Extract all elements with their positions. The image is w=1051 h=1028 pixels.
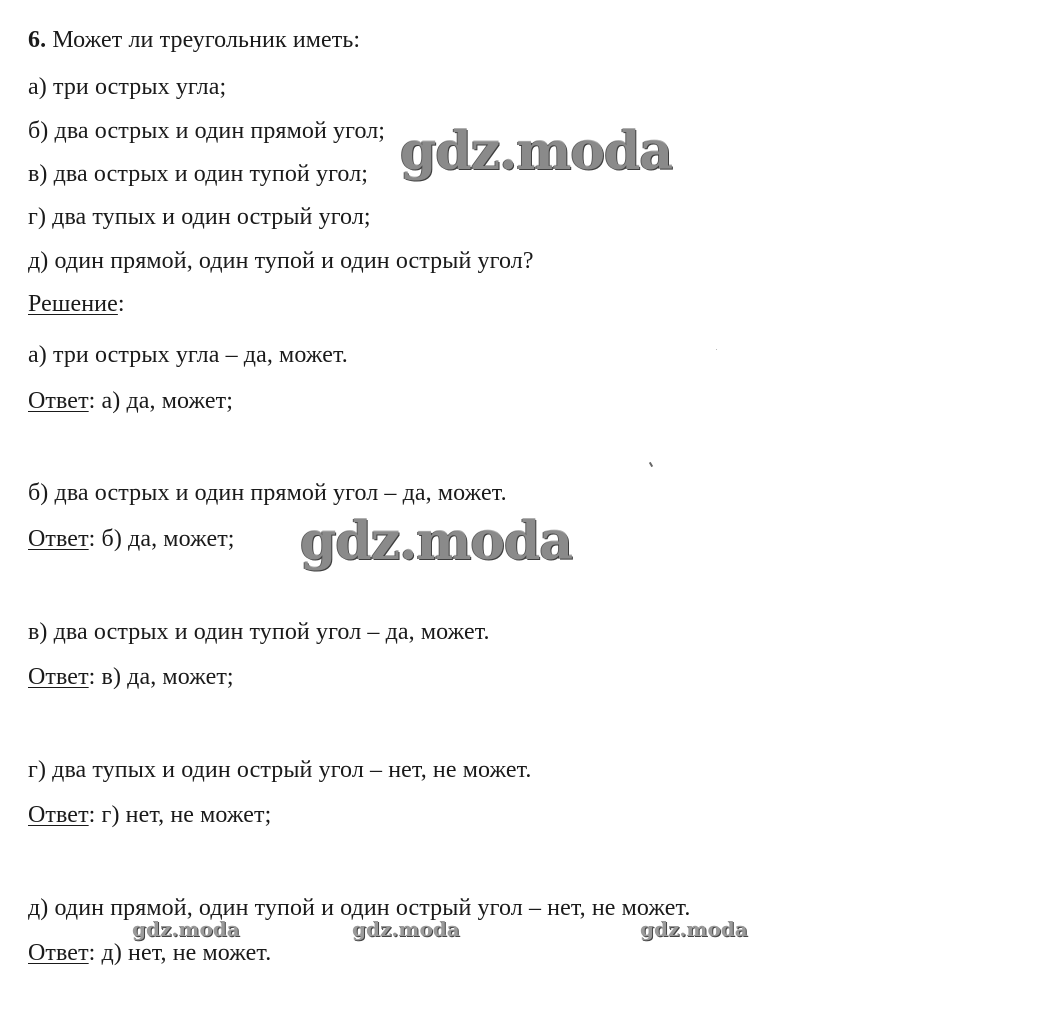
- solution-statement-v: в) два острых и один тупой угол – да, может.: [28, 619, 490, 645]
- scan-speck: [716, 349, 717, 350]
- watermark-logo: gdz.moda: [132, 917, 240, 941]
- answer-label: Ответ: [28, 526, 89, 552]
- answer-g: [28, 801, 271, 829]
- solution-statement-b: б) два острых и один прямой угол – да, может.: [28, 480, 507, 506]
- watermark-logo: gdz.moda: [352, 917, 460, 941]
- answer-label: Ответ: [28, 940, 89, 966]
- scan-speck: [649, 462, 653, 467]
- answer-v: [28, 663, 234, 691]
- answer-text: : а) да, может;: [88, 388, 233, 414]
- task-header: [28, 26, 360, 54]
- answer-label: Ответ: [28, 802, 89, 828]
- option-a: а) три острых угла;: [28, 74, 227, 100]
- answer-a: [28, 387, 233, 415]
- answer-b: [28, 525, 235, 553]
- option-b: б) два острых и один прямой угол;: [28, 118, 386, 144]
- solution-label: Решение: [28, 291, 118, 317]
- answer-label: Ответ: [28, 388, 89, 414]
- answer-text: : в) да, может;: [88, 664, 234, 690]
- answer-text: : б) да, может;: [88, 526, 235, 552]
- answer-label: Ответ: [28, 664, 89, 690]
- option-g: г) два тупых и один острый угол;: [28, 204, 371, 230]
- solution-statement-g: г) два тупых и один острый угол – нет, не может.: [28, 757, 532, 783]
- task-question: Может ли треугольник иметь:: [52, 27, 361, 53]
- answer-text: : д) нет, не может.: [88, 940, 272, 966]
- task-number: 6.: [28, 27, 47, 53]
- watermark-logo: gdz.moda: [400, 121, 673, 182]
- solution-statement-d: д) один прямой, один тупой и один острый угол – нет, не может.: [28, 895, 691, 921]
- solution-label-suffix: :: [117, 291, 125, 317]
- option-v: в) два острых и один тупой угол;: [28, 161, 369, 187]
- answer-d: [28, 939, 271, 967]
- solution-heading: [28, 290, 125, 318]
- watermark-logo: gdz.moda: [640, 917, 748, 941]
- watermark-logo: gdz.moda: [300, 511, 573, 572]
- solution-statement-a: а) три острых угла – да, может.: [28, 342, 348, 368]
- option-d: д) один прямой, один тупой и один острый угол?: [28, 248, 534, 274]
- answer-text: : г) нет, не может;: [88, 802, 272, 828]
